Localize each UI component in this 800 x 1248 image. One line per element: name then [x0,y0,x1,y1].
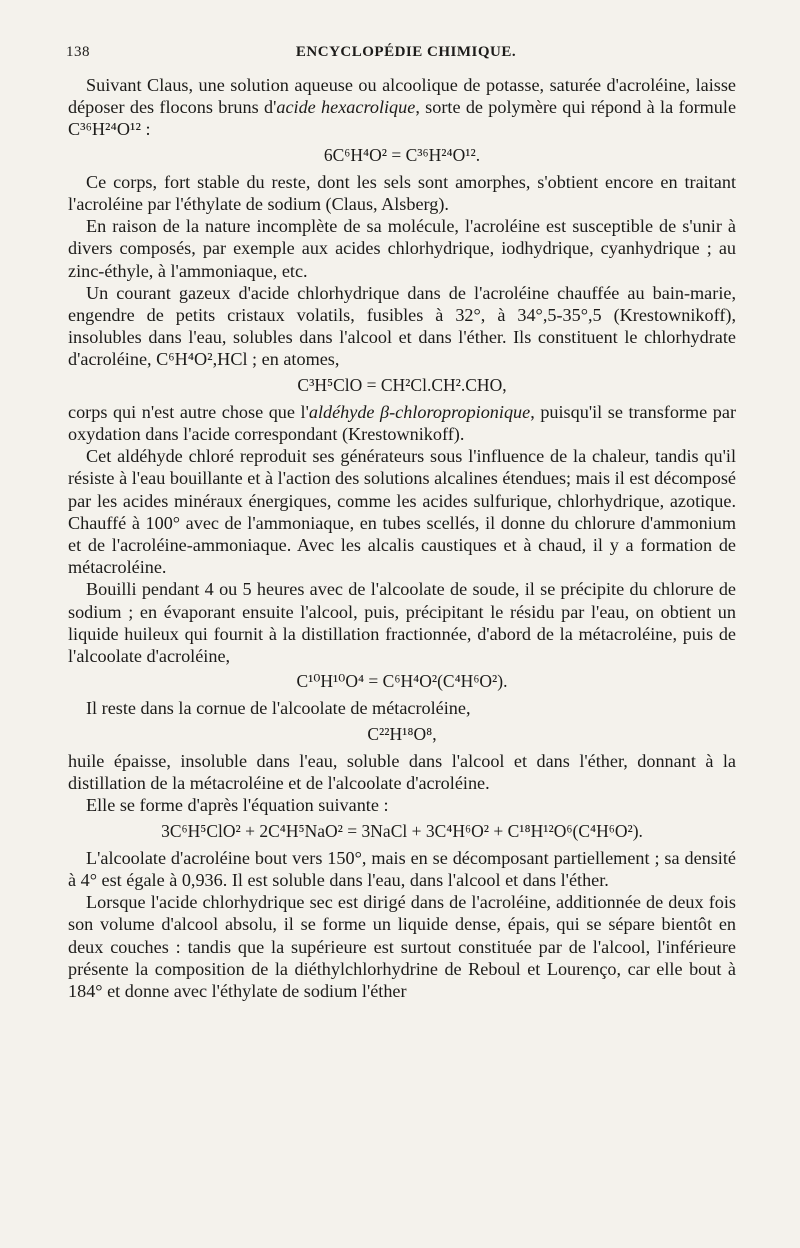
paragraph: Bouilli pendant 4 ou 5 heures avec de l'alcoolate de soude, il se précipite du chlorure de sodium ; en évaporant ensuite l'alcool, puis, précipitant le résidu par l'eau, on obtient un liquide huileux qui fournit à la distillation fractionnée, d'abord de la métacroléine, puis de l'alcoolate d'acroléine, [68,579,736,667]
page-number: 138 [66,44,90,60]
paragraph: Ce corps, fort stable du reste, dont les sels sont amorphes, s'obtient encore en traitant l'acroléine par l'éthylate de sodium (Claus, Alsberg). [68,171,736,215]
body-text [68,74,736,1002]
italic-term: aldéhyde β-chloropropionique [308,401,531,422]
paragraph: corps qui n'est autre chose que l'aldéhyde β-chloropropionique, puisqu'il se transforme par oxydation dans l'acide correspondant (Krestownikoff). [68,401,737,445]
paragraph: Lorsque l'acide chlorhydrique sec est dirigé dans de l'acroléine, additionnée de deux fois son volume d'alcool absolu, il se forme un liquide dense, épais, qui se sépare bientôt en deux couches : tandis que la supérieure est surtout constituée par de l'alcool, l'inférieure présente la composition de la diéthylchlorhydrine de Reboul et Lourenço, car elle bout à 184° et donne avec l'éthylate de sodium l'éther [68,892,736,1001]
paragraph: Un courant gazeux d'acide chlorhydrique dans de l'acroléine chauffée au bain-marie, engendre de petits cristaux volatils, fusibles à 32°, à 34°,5-35°,5 (Krestownikoff), insolubles dans l'eau, solubles dans l'alcool et dans l'éther. Ils constituent le chlorhydrate d'acroléine, C⁶H⁴O²,HCl ; en atomes, [68,282,736,370]
formula: 3C⁶H⁵ClO² + 2C⁴H⁵NaO² = 3NaCl + 3C⁴H⁶O² + C¹⁸H¹²O⁶(C⁴H⁶O²). [161,820,643,841]
formula: C²²H¹⁸O⁸, [367,723,437,744]
formula: 6C⁶H⁴O² = C³⁶H²⁴O¹². [323,144,481,165]
formula: C³H⁵ClO = CH²Cl.CH².CHO, [297,374,507,395]
paragraph: Suivant Claus, une solution aqueuse ou alcoolique de potasse, saturée d'acroléine, laisse déposer des flocons bruns d'acide hexacrolique, sorte de polymère qui répond à la formule C³⁶H²⁴O¹² : [68,75,737,140]
paragraph: Cet aldéhyde chloré reproduit ses générateurs sous l'influence de la chaleur, tandis qu'il résiste à l'eau bouillante et à l'action des solutions alcalines étendues; mais il est décomposé par les acides minéraux énergiques, comme les acides sulfurique, chlorhydrique, azotique. Chauffé à 100° avec de l'ammoniaque, en tubes scellés, il donne du chlorure d'ammonium et de l'acroléine-ammoniaque. Avec les alcalis caustiques et à chaud, il y a formation de métacroléine. [68,446,736,578]
paragraph: L'alcoolate d'acroléine bout vers 150°, mais en se décomposant partiellement ; sa densité à 4° est égale à 0,936. Il est soluble dans l'eau, dans l'alcool et dans l'éther. [68,847,736,890]
italic-term: acide hexacrolique [276,97,416,118]
page-header [66,44,746,70]
formula: C¹⁰H¹⁰O⁴ = C⁶H⁴O²(C⁴H⁶O²). [296,671,508,692]
running-title: ENCYCLOPÉDIE CHIMIQUE. [295,44,517,60]
paragraph: En raison de la nature incomplète de sa molécule, l'acroléine est susceptible de s'unir à divers composés, par exemple aux acides chlorhydrique, iodhydrique, cyanhydrique ; au zinc-éthyle, à l'ammoniaque, etc. [68,216,736,281]
paragraph: Il reste dans la cornue de l'alcoolate de métacroléine, [86,698,471,719]
paragraph: Elle se forme d'après l'équation suivante : [86,795,389,816]
paragraph: huile épaisse, insoluble dans l'eau, soluble dans l'alcool et dans l'éther, donnant à la distillation de la métacroléine et de l'alcoolate d'acroléine. [68,750,736,794]
